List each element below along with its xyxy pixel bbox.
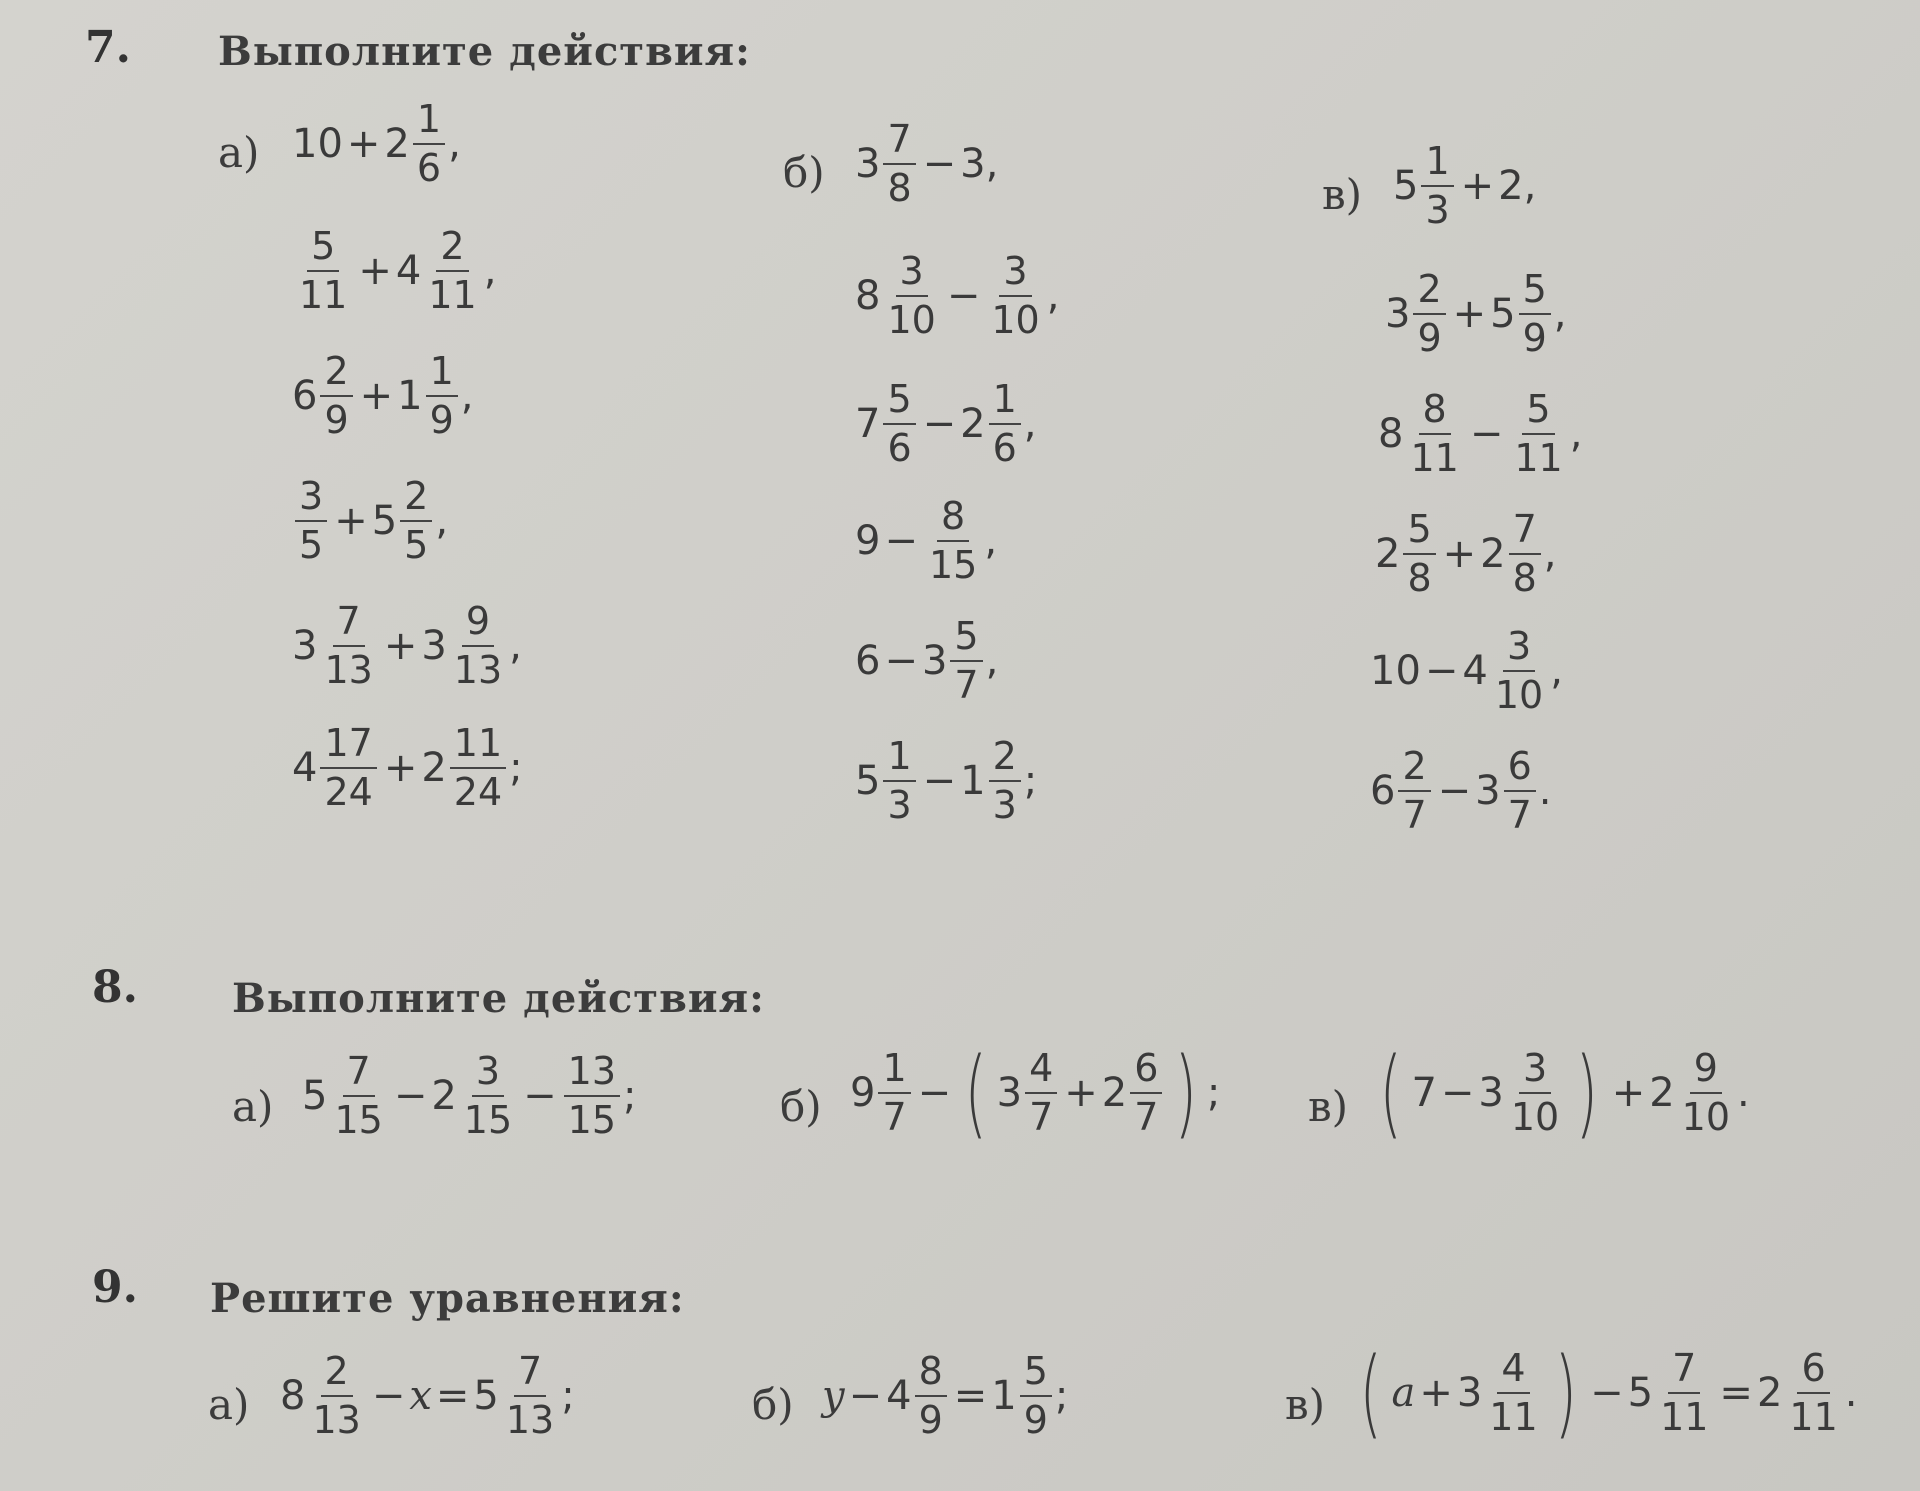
equation: y − 4 $\frac{8}{9}$ = 1 $\frac{5}{9}$ ; <box>822 1349 1069 1442</box>
task-7b-label: б) <box>783 148 825 197</box>
expression: 3 $\frac{2}{9}$ + 5 $\frac{5}{9}$ , <box>1385 267 1567 360</box>
task-9b-label: б) <box>752 1380 794 1429</box>
expression: 4 $\frac{17}{24}$ + 2 $\frac{11}{24}$ ; <box>292 721 523 814</box>
expression: ( 7 − 3 $\frac{3}{10}$ ) + 2 $\frac{9}{10}$ . <box>1379 1037 1750 1149</box>
task-8b-label: б) <box>780 1082 822 1131</box>
task-7c-label: в) <box>1322 170 1363 219</box>
expression: 6 $\frac{2}{7}$ − 3 $\frac{6}{7}$ . <box>1370 744 1552 837</box>
expression: $\frac{5}{11}$ + 4 $\frac{2}{11}$ , <box>299 224 497 317</box>
task-9-title: Решите уравнения: <box>210 1275 685 1322</box>
variable-y: y <box>822 1372 845 1419</box>
expression: 5 $\frac{1}{3}$ − 1 $\frac{2}{3}$ ; <box>855 734 1038 827</box>
expression: 3 $\frac{7}{8}$ − 3, <box>855 117 999 210</box>
expression: 6 $\frac{2}{9}$ + 1 $\frac{1}{9}$ , <box>292 349 474 442</box>
expression: 10 − 4 $\frac{3}{10}$ , <box>1370 624 1563 717</box>
task-7a-label: а) <box>218 128 260 177</box>
variable-x: x <box>409 1372 432 1419</box>
task-7-number: 7. <box>85 22 131 73</box>
expression: 9 $\frac{1}{7}$ − ( 3 $\frac{4}{7}$ + 2 $\frac{6}{7}$ ) ; <box>850 1037 1221 1149</box>
expression: 5 $\frac{1}{3}$ + 2, <box>1393 139 1537 232</box>
task-9-number: 9. <box>92 1262 138 1313</box>
expression: $\frac{3}{5}$ + 5 $\frac{2}{5}$ , <box>292 475 448 566</box>
expression: 7 $\frac{5}{6}$ − 2 $\frac{1}{6}$ , <box>855 377 1037 470</box>
task-8c-label: в) <box>1308 1082 1349 1131</box>
equation: ( a + 3 $\frac{4}{11}$ ) − 5 $\frac{7}{11}$ = 2 $\frac{6}{11}$ . <box>1359 1337 1858 1449</box>
task-7-title: Выполните действия: <box>218 28 751 75</box>
expression: 6 − 3 $\frac{5}{7}$ , <box>855 614 999 707</box>
expression: 5 $\frac{7}{15}$ − 2 $\frac{3}{15}$ − $\frac{13}{15}$ ; <box>302 1049 637 1142</box>
task-9c-label: в) <box>1285 1380 1326 1429</box>
task-8-title: Выполните действия: <box>232 975 765 1022</box>
expression: 3 $\frac{7}{13}$ + 3 $\frac{9}{13}$ , <box>292 599 522 692</box>
expression: 8 $\frac{8}{11}$ − $\frac{5}{11}$ , <box>1378 387 1583 480</box>
task-9a-label: а) <box>208 1380 250 1429</box>
task-8a-label: а) <box>232 1082 274 1131</box>
expression: 10 + 2 $\frac{1}{6}$ , <box>292 97 461 190</box>
expression: 2 $\frac{5}{8}$ + 2 $\frac{7}{8}$ , <box>1375 507 1557 600</box>
task-8-number: 8. <box>92 962 138 1013</box>
expression: 9 − $\frac{8}{15}$ , <box>855 494 998 587</box>
equation: 8 $\frac{2}{13}$ − x = 5 $\frac{7}{13}$ ; <box>280 1349 575 1442</box>
variable-a: a <box>1391 1370 1416 1416</box>
expression: 8 $\frac{3}{10}$ − $\frac{3}{10}$ , <box>855 249 1060 342</box>
